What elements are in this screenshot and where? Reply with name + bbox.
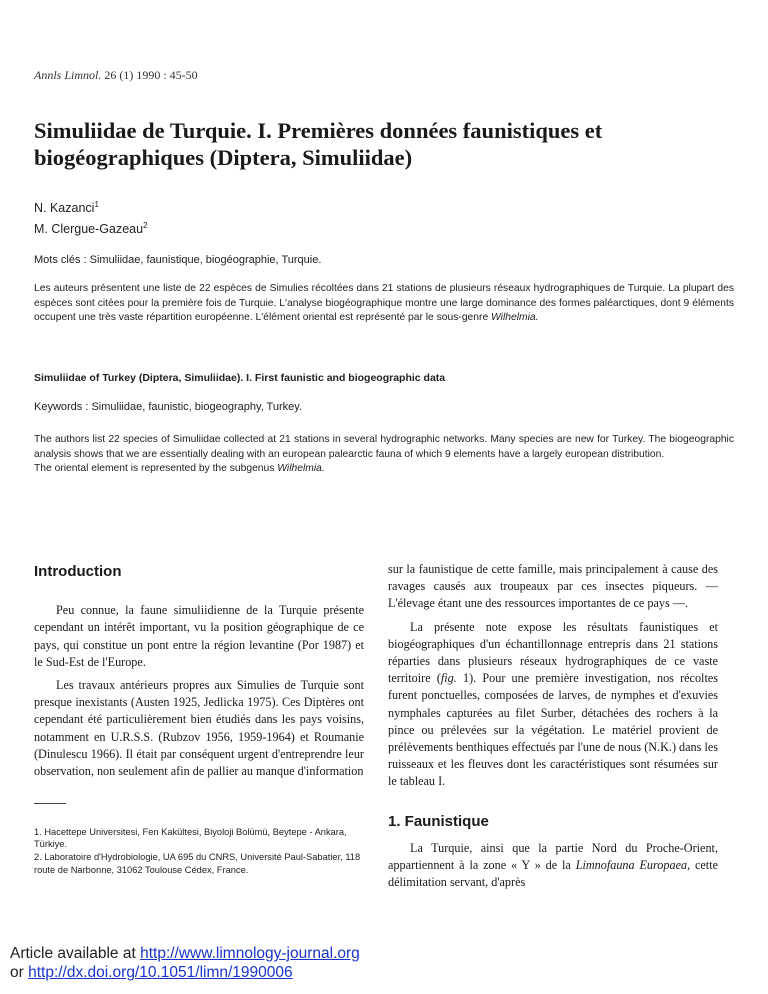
intro-paragraph-continued: sur la faunistique de cette famille, mais principalement à cause des ravages causés aux troupeaux par ces insectes piqueurs. — L'élevage étant une des ressources importantes de ce pays —. [388, 562, 718, 611]
footnotes [34, 826, 364, 877]
english-keywords: Keywords : Simuliidae, faunistic, biogeography, Turkey. [34, 401, 303, 413]
right-column [388, 561, 718, 897]
french-abstract: Les auteurs présentent une liste de 22 espèces de Simulies récoltées dans 21 stations de plusieurs réseaux hydrographiques de Turquie. La plupart des espèces sont citées pour la première fois de Turquie. L'analyse biogéographique montre une large dominance des formes paléarctiques, dont 9 éléments occupent une très vaste répartition européenne. L'élément oriental est représenté par le sous-genre Wilhelmia. [34, 283, 734, 323]
section-heading-introduction: Introduction [34, 563, 122, 580]
figure-reference: fig. [440, 671, 457, 686]
left-column [34, 563, 364, 786]
footnote-rule [34, 803, 66, 804]
doi-link[interactable]: http://dx.doi.org/10.1051/limn/1990006 [28, 964, 293, 981]
genus-name: Wilhelmia. [491, 312, 539, 323]
footnote-1: 1. Hacettepe Universitesi, Fen Kakültesi, Biyoloji Bolümü, Beytepe - Ankara, Türkiye. [34, 827, 347, 850]
intro-paragraph-2: Les travaux antérieurs propres aux Simulies de Turquie sont presque inexistants (Austen 1925, Jedlicka 1975). Ces Diptères ont cependant été particulièrement bien étudiés dans les pays voisins, notamment en U.R.S.S. (Rubzov 1956, 1959-1964) et Roumanie (Dinulescu 1966). Il était par conséquent urgent d'entreprendre leur observation, non seulement afin de pallier au manque d'information [34, 678, 364, 779]
journal-reference: Limnofauna Europaea, [575, 858, 691, 873]
author-list [34, 196, 148, 238]
intro-paragraph-1: Peu connue, la faune simuliidienne de la Turquie présente cependant un intérêt important, vu la position géographique de ce pays, qui constitue un pont entre la région levantine (Por 1987) et le Sud-Est de l'Europe. [34, 603, 364, 669]
article-title: Simuliidae de Turquie. I. Premières données faunistiques et biogéographiques (Diptera, Simuliidae) [34, 118, 603, 170]
genus-name: Wilhelmia. [277, 463, 325, 474]
english-title: Simuliidae of Turkey (Diptera, Simuliidae). I. First faunistic and biogeographic data [34, 372, 446, 384]
journal-name: Annls Limnol. [34, 68, 102, 82]
journal-volume-pages: 26 (1) 1990 : 45-50 [104, 68, 198, 82]
footnote-2: 2. Laboratoire d'Hydrobiologie, UA 695 du CNRS, Université Paul-Sabatier, 118 route de Narbonne, 31062 Toulouse Cédex, France. [34, 852, 361, 875]
author-2: M. Clergue-Gazeau$^2$ [34, 221, 148, 237]
author-1: N. Kazanci$^1$ [34, 200, 99, 216]
french-keywords: Mots clés : Simuliidae, faunistique, biogéographie, Turquie. [34, 254, 322, 266]
intro-paragraph-3: La présente note expose les résultats faunistiques et biogéographiques d'un échantillonnage entrepris dans 21 stations réparties dans plusieurs réseaux hydrographiques de ce vaste territoire (fig. 1). Pour une première investigation, nos récoltes furent ponctuelles, composées de larves, de nymphes et d'exuvies nymphales capturées au filet Surber, détachées des rochers à la pince ou prélevées sur la végétation. Le matériel provient de prélèvements benthiques effectués par l'une de nous (N.K.) dans les ruisseaux et les fleuves dont les caractéristiques sont résumées sur le tableau I. [388, 619, 718, 789]
english-abstract: The authors list 22 species of Simuliidae collected at 21 stations in several hydrographic networks. Many species are new for Turkey. The biogeographic analysis shows that we are essentially dealing with an european palearctic fauna of which 9 elements have a largely european distribution. The oriental element is represented by the subgenus Wilhelmia. [34, 434, 734, 474]
journal-link[interactable]: http://www.limnology-journal.org [140, 945, 360, 962]
journal-citation [34, 68, 198, 83]
article-availability: Article available at http://www.limnology-journal.org or http://dx.doi.org/10.1051/limn/1990006 [10, 945, 360, 981]
section-heading-faunistique: 1. Faunistique [388, 812, 489, 830]
faunistique-paragraph-1: La Turquie, ainsi que la partie Nord du Proche-Orient, appartiennent à la zone « Y » de la Limnofauna Europaea, cette délimitation servant, d'après [388, 840, 718, 890]
